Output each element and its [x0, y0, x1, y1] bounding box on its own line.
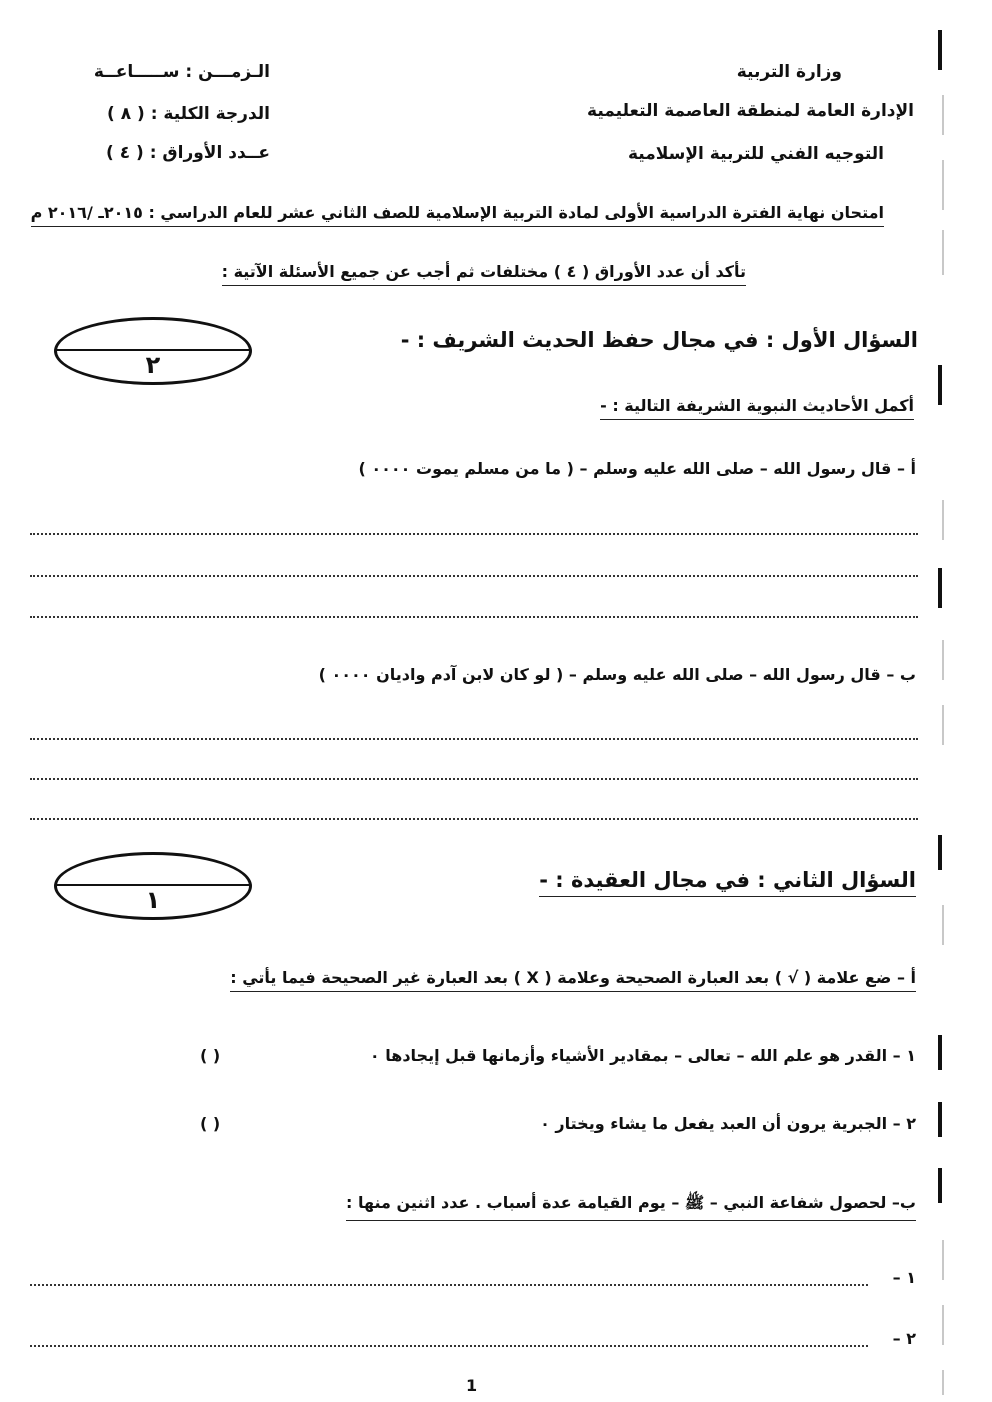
binding-mark: [942, 705, 944, 745]
page-number: 1: [466, 1376, 478, 1395]
instruction: تأكد أن عدد الأوراق ( ٤ ) مختلفات ثم أجب عن جميع الأسئلة الآتية :: [222, 262, 746, 286]
binding-mark: [942, 230, 944, 275]
binding-mark: [942, 95, 944, 135]
binding-mark: [942, 1240, 944, 1280]
q2-part-b: ب– لحصول شفاعة النبي – ﷺ – يوم القيامة عدة أسباب . عدد اثنين منها :: [346, 1193, 916, 1221]
directorate-name: الإدارة العامة لمنطقة العاصمة التعليمية: [587, 101, 914, 121]
department-name: التوجيه الفني للتربية الإسلامية: [627, 144, 884, 164]
q2-answer-label-2: ٢ –: [892, 1329, 916, 1348]
answer-line[interactable]: [30, 818, 918, 820]
total-grade: الدرجة الكلية : ( ٨ ): [107, 104, 270, 124]
pages-count: عــدد الأوراق : ( ٤ ): [106, 143, 270, 163]
q1-item-a: أ – قال رسول الله – صلى الله عليه وسلم – ( ما من مسلم يموت ٠٠٠٠ ): [358, 459, 916, 478]
binding-mark: [938, 1035, 942, 1070]
q2-answer-label-1: ١ –: [892, 1268, 916, 1287]
grade-oval-q1: [54, 317, 252, 385]
binding-mark: [938, 30, 942, 70]
binding-mark: [938, 1102, 942, 1137]
q2-part-a: أ – ضع علامة ( √ ) بعد العبارة الصحيحة وعلامة ( X ) بعد العبارة غير الصحيحة فيما يأتي :: [230, 968, 916, 992]
answer-line[interactable]: [30, 778, 918, 780]
answer-line[interactable]: [30, 575, 918, 577]
answer-line[interactable]: [30, 1345, 868, 1347]
q1-title: السؤال الأول : في مجال حفظ الحديث الشريف : -: [400, 328, 918, 352]
binding-mark: [942, 905, 944, 945]
grade-oval-q2: [54, 852, 252, 920]
binding-mark: [942, 500, 944, 540]
answer-line[interactable]: [30, 533, 918, 535]
exam-time: الـزمـــن : ســـــاعــة: [93, 62, 270, 82]
q2-statement-1: ١ – القدر هو علم الله – تعالى – بمقادير الأشياء وأزمانها قبل إيجادها ٠: [369, 1046, 916, 1065]
binding-mark: [938, 1168, 942, 1203]
q1-subtitle: أكمل الأحاديث النبوية الشريفة التالية : -: [600, 396, 914, 420]
answer-box[interactable]: ( ): [200, 1114, 221, 1133]
q1-grade: ٢: [145, 351, 161, 379]
q1-item-b: ب – قال رسول الله – صلى الله عليه وسلم – ( لو كان لابن آدم واديان ٠٠٠٠ ): [318, 665, 916, 684]
answer-line[interactable]: [30, 616, 918, 618]
answer-line[interactable]: [30, 1284, 868, 1286]
ministry-name: وزارة التربية: [736, 62, 842, 82]
q2-grade: ١: [145, 886, 161, 914]
binding-mark: [938, 365, 942, 405]
binding-mark: [938, 568, 942, 608]
binding-mark: [942, 1305, 944, 1345]
binding-mark: [942, 1370, 944, 1395]
binding-mark: [938, 835, 942, 870]
q2-statement-2: ٢ – الجبرية يرون أن العبد يفعل ما يشاء ويختار ٠: [540, 1114, 916, 1133]
exam-title: امتحان نهاية الفترة الدراسية الأولى لمادة التربية الإسلامية للصف الثاني عشر للعام الدراسي : ٢٠١٥ـ /٢٠١٦ م: [31, 203, 884, 227]
binding-mark: [942, 160, 944, 210]
answer-box[interactable]: ( ): [200, 1046, 221, 1065]
q2-title: السؤال الثاني : في مجال العقيدة : -: [539, 868, 916, 897]
answer-line[interactable]: [30, 738, 918, 740]
binding-mark: [942, 640, 944, 680]
